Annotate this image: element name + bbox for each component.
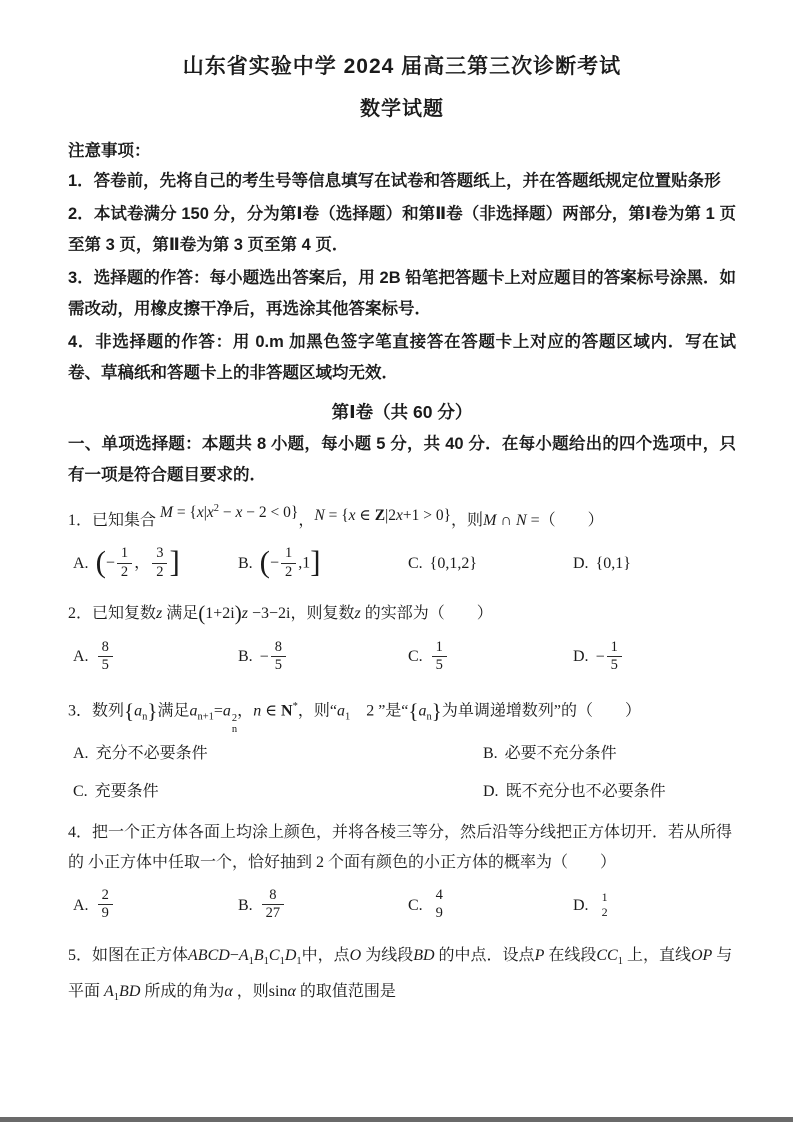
text-run: 1+2i <box>205 605 235 623</box>
fraction-denominator: 2 <box>601 904 608 919</box>
option-label: D. <box>573 896 589 914</box>
fraction-numerator: 1 <box>601 890 608 905</box>
text-run: {0,1,2} <box>429 555 478 573</box>
math-var: x <box>196 504 204 522</box>
math-var: BD <box>413 946 435 964</box>
text-run: 满足 <box>162 605 199 623</box>
fraction-denominator: 2 <box>120 563 129 580</box>
page-title: 山东省实验中学 2024 届高三第三次诊断考试 <box>182 55 622 78</box>
big-delimiter: } <box>147 699 158 724</box>
fraction <box>271 639 286 675</box>
math-var: N <box>515 512 527 530</box>
text-run: − <box>270 554 280 572</box>
superscript: * <box>292 701 298 713</box>
math-var: N <box>314 507 325 525</box>
math-var: a <box>336 702 345 720</box>
text-run: =（ ） <box>526 512 604 530</box>
fraction-denominator: 5 <box>435 656 443 673</box>
text-run: 5．如图在正方体 <box>68 946 189 964</box>
math-var: n <box>253 702 262 720</box>
fraction-numerator: 1 <box>117 545 132 563</box>
text-run: − <box>219 504 236 522</box>
fraction <box>98 639 113 675</box>
math-var: A <box>104 983 114 1001</box>
option-value <box>505 739 617 769</box>
big-delimiter: { <box>124 699 135 724</box>
text-run: ∈ <box>261 702 282 720</box>
question-2-options <box>68 633 736 681</box>
big-delimiter: ( <box>95 544 106 580</box>
big-delimiter: ) <box>234 601 242 626</box>
question-5-stem <box>68 941 736 1013</box>
fraction-denominator: 9 <box>101 905 109 922</box>
subscript: 1 <box>279 956 285 968</box>
text-run: 1．已知集合 <box>68 512 161 530</box>
fraction-numerator: 1 <box>281 545 296 563</box>
fraction-numerator: 1 <box>432 639 447 657</box>
option-label: C. <box>73 782 88 800</box>
question-4-option-a <box>73 888 238 924</box>
big-delimiter: ] <box>310 544 321 580</box>
question-1-option-c <box>408 555 573 573</box>
option-label: B. <box>238 896 253 914</box>
question-4-option-c <box>408 888 573 923</box>
fraction-denominator: 5 <box>274 656 282 673</box>
math-bold-set: N <box>281 702 293 720</box>
fraction-denominator: 5 <box>610 656 618 673</box>
math-var: x <box>348 507 356 525</box>
question-4-stem <box>68 818 736 878</box>
notice-item-3: 3．选择题的作答：每小题选出答案后，用 2B 铅笔把答题卡上对应题目的答案标号涂黑．如需改动，用橡皮擦干净后，再选涂其他答案标号． <box>68 269 736 318</box>
option-label: D. <box>483 782 499 800</box>
question-3-options <box>68 739 736 807</box>
math-group <box>314 507 451 524</box>
option-label: A. <box>73 896 89 914</box>
text-run: 4．把一个正方体各面上均涂上颜色，并将各棱三等分，然后沿等分线把正方体切开．若从所得的 小正方体中任取一个，恰好抽到 2 个面有颜色的小正方体的概率为（ ） <box>68 823 733 871</box>
option-value <box>430 555 477 573</box>
math-var: z <box>241 605 248 623</box>
fraction-denominator: 2 <box>156 563 164 580</box>
math-var: OP <box>690 946 713 964</box>
text-run: ，则sin <box>232 983 288 1001</box>
big-delimiter: ( <box>198 601 206 626</box>
notice-heading: 注意事项： <box>68 142 151 160</box>
math-var: CC <box>596 946 618 964</box>
question-4-option-d <box>573 891 736 920</box>
option-value <box>96 640 115 676</box>
question-3-option-b <box>483 739 736 769</box>
subscript: 1 <box>113 992 120 1004</box>
option-label: D. <box>573 555 589 573</box>
section-heading: 第Ⅰ卷（共 60 分） <box>331 402 473 422</box>
math-var: z <box>354 605 361 623</box>
fraction-denominator: 9 <box>435 904 443 921</box>
fraction <box>117 545 132 581</box>
fraction <box>281 545 296 581</box>
math-group <box>160 504 298 521</box>
text-run: 的取值范围是 <box>295 983 396 1001</box>
option-value <box>260 546 321 582</box>
question-4-options <box>68 882 736 930</box>
question-3-option-a <box>73 739 483 769</box>
text-run: = <box>213 702 223 720</box>
math-var: D <box>284 946 297 964</box>
question-1 <box>68 502 736 588</box>
option-value <box>430 888 449 923</box>
big-delimiter: ( <box>259 544 270 580</box>
option-label: C. <box>408 648 423 666</box>
option-label: A. <box>73 555 89 573</box>
text-run: 的中点．设点 <box>434 946 535 964</box>
question-3-option-c <box>73 777 483 807</box>
option-label: A. <box>73 744 89 762</box>
text-run: 为单调递增数列”的（ ） <box>441 702 641 720</box>
subscript: 1 <box>263 956 269 968</box>
question-2-option-b <box>238 640 408 676</box>
text-run: ∩ <box>496 512 516 530</box>
option-label: C. <box>408 555 423 573</box>
question-3-stem <box>68 692 736 734</box>
text-run: 必要不充分条件 <box>504 744 617 762</box>
text-run: ,1 <box>298 554 311 572</box>
fraction-denominator: 2 <box>285 563 293 580</box>
text-run: 2 ”是“ <box>350 702 409 720</box>
text-run: 2．已知复数 <box>68 605 157 623</box>
fraction-numerator: 1 <box>607 639 622 657</box>
option-value <box>95 777 159 807</box>
math-bold-set: Z <box>374 507 386 525</box>
page-subtitle: 数学试题 <box>360 98 444 120</box>
text-run: +1 > 0} <box>402 507 452 525</box>
math-var: α <box>224 983 233 1001</box>
text-run: 3．数列 <box>68 702 125 720</box>
option-label: B. <box>238 555 253 573</box>
fraction <box>152 545 167 581</box>
fraction <box>432 639 447 675</box>
question-1-option-d <box>573 555 736 573</box>
subscript: 1 <box>296 956 302 968</box>
fraction-numerator: 4 <box>435 887 443 904</box>
option-value <box>506 777 666 807</box>
text-run: | <box>203 504 207 522</box>
subscript: 1 <box>344 712 351 723</box>
option-value <box>430 640 449 676</box>
text-run: 中，点 <box>301 946 350 964</box>
subscript: n <box>142 712 148 723</box>
option-value <box>96 546 180 582</box>
option-value <box>260 640 288 676</box>
text-run: − <box>259 648 269 666</box>
text-run: 既不充分也不必要条件 <box>505 782 666 800</box>
notice-item-4: 4．非选择题的作答：用 0.m 加黑色签字笔直接答在答题卡上对应的答题区域内．写在试卷、草稿纸和答题卡上的非答题区域均无效． <box>68 333 736 382</box>
text-run: ，则“ <box>297 702 337 720</box>
math-var: O <box>349 946 362 964</box>
math-var: BD <box>119 983 141 1001</box>
question-5 <box>68 941 736 1013</box>
math-var: P <box>534 946 545 964</box>
subscript: 1 <box>248 956 254 968</box>
option-value <box>260 888 287 924</box>
math-var: C <box>268 946 280 964</box>
text-run: 满足 <box>157 702 190 720</box>
question-1-options <box>68 540 736 588</box>
option-value <box>596 640 624 676</box>
question-2-option-d <box>573 640 736 676</box>
subscript: n+1 <box>197 712 214 723</box>
math-var: z <box>156 605 163 623</box>
math-var: x <box>395 507 403 525</box>
text-run: = { <box>172 504 197 522</box>
question-3 <box>68 692 736 806</box>
question-list <box>68 502 736 1013</box>
text-run: ， <box>134 554 151 572</box>
text-run: = { <box>324 507 349 525</box>
question-3-option-d <box>483 777 736 807</box>
question-2-stem <box>68 599 736 629</box>
question-2-option-c <box>408 640 573 676</box>
text-run: 为线段 <box>361 946 414 964</box>
text-run: 与平面 <box>68 946 733 1001</box>
notice-item-2: 2．本试卷满分 150 分，分为第Ⅰ卷（选择题）和第Ⅱ卷（非选择题）两部分，第Ⅰ卷为第 1 页至第 3 页，第Ⅱ卷为第 3 页至第 4 页． <box>68 205 736 254</box>
text-run: 在线段 <box>544 946 597 964</box>
text-run: 所成的角为 <box>140 983 225 1001</box>
fraction-numerator: 8 <box>262 887 285 905</box>
option-label: A. <box>73 648 89 666</box>
big-delimiter: } <box>431 699 442 724</box>
text-run: − <box>229 946 239 964</box>
math-var: α <box>287 983 296 1001</box>
text-run: − <box>105 554 115 572</box>
text-run: − <box>595 648 605 666</box>
section-intro: 一、单项选择题：本题共 8 小题，每小题 5 分，共 40 分．在每小题给出的四个选项中，只有一项是符合题目要求的． <box>68 435 736 484</box>
bottom-edge <box>0 1117 793 1122</box>
big-delimiter: ] <box>169 544 180 580</box>
math-var: x <box>235 504 243 522</box>
math-var: a <box>134 702 143 720</box>
fraction <box>262 887 285 923</box>
text-run: − 2 < 0} <box>242 504 299 522</box>
notice-item-1: 1．答卷前，先将自己的考生号等信息填写在试卷和答题纸上，并在答题纸规定位置贴条形 <box>68 172 721 190</box>
question-2-option-a <box>73 640 238 676</box>
math-var: A <box>238 946 249 964</box>
text-run: |2 <box>385 507 396 525</box>
fraction <box>598 890 612 919</box>
superscript: 2 <box>213 503 220 514</box>
option-label: C. <box>408 896 423 914</box>
superscript: 2 <box>231 712 238 724</box>
fraction-denominator: 5 <box>101 656 109 673</box>
option-label: B. <box>238 648 253 666</box>
question-1-option-b <box>238 546 408 582</box>
text-run: ，则 <box>451 512 484 530</box>
text-run: {0,1} <box>595 555 631 573</box>
option-label: D. <box>573 648 589 666</box>
option-value <box>596 555 631 573</box>
question-2 <box>68 599 736 681</box>
question-4 <box>68 818 736 930</box>
text-run: 充分不必要条件 <box>95 744 208 762</box>
math-var: B <box>253 946 264 964</box>
subscript: n <box>426 712 432 723</box>
text-run: ∈ <box>355 507 375 525</box>
option-label: B. <box>483 744 498 762</box>
math-var: x <box>206 504 214 522</box>
fraction-numerator: 8 <box>271 639 286 657</box>
fraction-numerator: 2 <box>98 887 113 905</box>
fraction-numerator: 3 <box>152 545 167 563</box>
subscript: 1 <box>617 956 623 968</box>
option-value <box>596 891 614 920</box>
text-run: 充要条件 <box>94 782 159 800</box>
math-var: a <box>189 702 198 720</box>
fraction-denominator: 27 <box>265 905 281 922</box>
math-var: ABCD <box>188 946 230 964</box>
text-run: 的实部为（ ） <box>360 605 493 623</box>
question-1-stem <box>68 502 736 536</box>
text-run: ， <box>298 512 315 530</box>
option-value <box>96 739 208 769</box>
fraction <box>98 887 113 923</box>
big-delimiter: { <box>408 699 419 724</box>
text-run: ， <box>237 702 254 720</box>
subscript: n <box>231 723 238 735</box>
math-var: M <box>160 504 173 522</box>
question-4-option-b <box>238 888 408 924</box>
math-var: M <box>483 512 497 530</box>
math-var: a <box>222 702 231 720</box>
option-value <box>96 888 115 924</box>
fraction <box>607 639 622 675</box>
fraction-numerator: 8 <box>98 639 113 657</box>
question-1-option-a <box>73 546 238 582</box>
text-run: −3−2i，则复数 <box>247 605 355 623</box>
text-run: 上，直线 <box>622 946 691 964</box>
math-var: a <box>418 702 427 720</box>
fraction <box>432 887 447 922</box>
